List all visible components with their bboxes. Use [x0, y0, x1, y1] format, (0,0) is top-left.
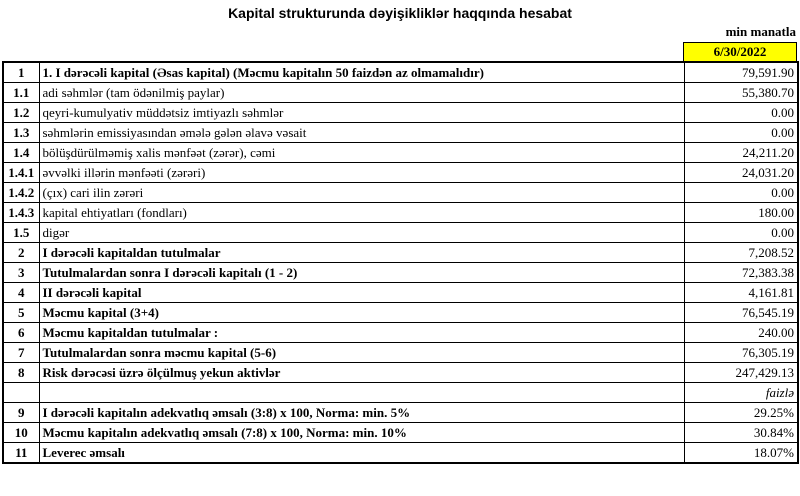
unit-label: min manatla [725, 24, 796, 39]
table-row [3, 203, 798, 223]
table-row [3, 363, 798, 383]
table-row [3, 143, 798, 163]
row-description: digər [39, 223, 684, 243]
row-description: I dərəcəli kapitaldan tutulmalar [39, 243, 684, 263]
row-description: səhmlərin emissiyasından əmələ gələn əlavə vəsait [39, 123, 684, 143]
row-value: 29.25% [684, 403, 798, 423]
row-description: Məcmu kapitaldan tutulmalar : [39, 323, 684, 343]
row-description: Tutulmalardan sonra I dərəcəli kapitalı (1 - 2) [39, 263, 684, 283]
table-row [3, 243, 798, 263]
row-description: I dərəcəli kapitalın adekvatlıq əmsalı (3:8) x 100, Norma: min. 5% [39, 403, 684, 423]
row-value: 7,208.52 [684, 243, 798, 263]
row-number: 11 [3, 443, 39, 464]
row-number [3, 383, 39, 403]
row-value: 72,383.38 [684, 263, 798, 283]
row-number: 1 [3, 62, 39, 83]
row-number: 10 [3, 423, 39, 443]
row-value: 18.07% [684, 443, 798, 464]
row-value: 79,591.90 [684, 62, 798, 83]
row-value: 24,031.20 [684, 163, 798, 183]
row-value: 0.00 [684, 103, 798, 123]
table-row [3, 163, 798, 183]
row-number: 1.4 [3, 143, 39, 163]
row-value: 180.00 [684, 203, 798, 223]
table-row [3, 283, 798, 303]
row-description: adi səhmlər (tam ödənilmiş paylar) [39, 83, 684, 103]
row-number: 3 [3, 263, 39, 283]
row-value: 24,211.20 [684, 143, 798, 163]
row-value: 55,380.70 [684, 83, 798, 103]
row-description: Risk dərəcəsi üzrə ölçülmuş yekun aktivlər [39, 363, 684, 383]
table-row [3, 403, 798, 423]
row-value: 0.00 [684, 183, 798, 203]
row-number: 1.4.3 [3, 203, 39, 223]
row-description: kapital ehtiyatları (fondları) [39, 203, 684, 223]
row-value: 30.84% [684, 423, 798, 443]
row-number: 1.1 [3, 83, 39, 103]
table-row [3, 323, 798, 343]
row-number: 1.4.2 [3, 183, 39, 203]
table-row [3, 183, 798, 203]
table-row [3, 62, 798, 83]
row-number: 1.2 [3, 103, 39, 123]
row-number: 1.3 [3, 123, 39, 143]
date-header-cell: 6/30/2022 [683, 42, 797, 61]
row-number: 7 [3, 343, 39, 363]
row-number: 4 [3, 283, 39, 303]
row-description [39, 383, 684, 403]
row-description: Məcmu kapitalın adekvatlıq əmsalı (7:8) x 100, Norma: min. 10% [39, 423, 684, 443]
row-description: əvvəlki illərin mənfəəti (zərəri) [39, 163, 684, 183]
table-row [3, 303, 798, 323]
row-description: 1. I dərəcəli kapital (Əsas kapital) (Məcmu kapitalın 50 faizdən az olmamalıdır) [39, 62, 684, 83]
row-number: 5 [3, 303, 39, 323]
row-value: 76,545.19 [684, 303, 798, 323]
row-value: 0.00 [684, 223, 798, 243]
row-number: 8 [3, 363, 39, 383]
row-value: 0.00 [684, 123, 798, 143]
table-row [3, 383, 798, 403]
table-body [3, 62, 798, 463]
table-row [3, 343, 798, 363]
row-description: qeyri-kumulyativ müddətsiz imtiyazlı səhmlər [39, 103, 684, 123]
row-description: Məcmu kapital (3+4) [39, 303, 684, 323]
table-row [3, 423, 798, 443]
row-number: 9 [3, 403, 39, 423]
row-description: Leverec əmsalı [39, 443, 684, 464]
row-value: 240.00 [684, 323, 798, 343]
row-description: (çıx) cari ilin zərəri [39, 183, 684, 203]
row-description: Tutulmalardan sonra məcmu kapital (5-6) [39, 343, 684, 363]
capital-structure-table [2, 61, 799, 464]
row-value: 247,429.13 [684, 363, 798, 383]
table-row [3, 83, 798, 103]
row-value: faizlə [684, 383, 798, 403]
table-row [3, 263, 798, 283]
row-value: 76,305.19 [684, 343, 798, 363]
row-number: 6 [3, 323, 39, 343]
page-title: Kapital strukturunda dəyişikliklər haqqında hesabat [228, 5, 572, 21]
table-row [3, 223, 798, 243]
table-row [3, 123, 798, 143]
row-description: II dərəcəli kapital [39, 283, 684, 303]
row-number: 2 [3, 243, 39, 263]
row-value: 4,161.81 [684, 283, 798, 303]
row-number: 1.4.1 [3, 163, 39, 183]
table-row [3, 103, 798, 123]
row-description: bölüşdürülməmiş xalis mənfəət (zərər), cəmi [39, 143, 684, 163]
table-row [3, 443, 798, 464]
row-number: 1.5 [3, 223, 39, 243]
